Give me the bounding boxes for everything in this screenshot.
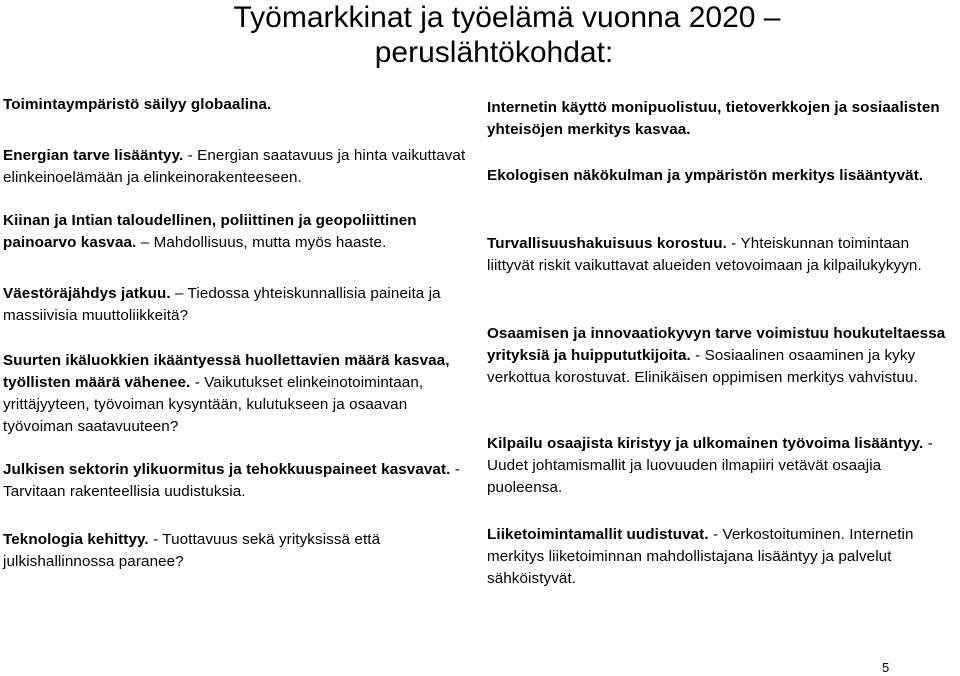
paragraph-globalization: Toimintaympäristö säilyy globaalina. bbox=[3, 96, 272, 113]
paragraph-internet: Internetin käyttö monipuolistuu, tietoverkkojen ja sosiaalisten yhteisöjen merkitys kasvaa. bbox=[487, 99, 940, 138]
paragraph-public-sector: Julkisen sektorin ylikuormitus ja tehokkuuspaineet kasvavat. - Tarvitaan rakenteellisia uudistuksia. bbox=[3, 461, 460, 500]
paragraph-talent-competition: Kilpailu osaajista kiristyy ja ulkomainen työvoima lisääntyy. - Uudet johtamismallit ja luovuuden ilmapiiri vetävät osaajia puoleensa. bbox=[487, 435, 933, 496]
paragraph-business-models: Liiketoimintamallit uudistuvat. - Verkostoituminen. Internetin merkitys liiketoiminnan mahdollistajana lisääntyy ja palvelut sähköistyvät. bbox=[487, 526, 914, 587]
page-title bbox=[0, 0, 960, 70]
paragraph-population: Väestöräjähdys jatkuu. – Tiedossa yhteiskunnallisia paineita ja massiivisia muuttoliikkeitä? bbox=[3, 285, 441, 324]
paragraph-technology: Teknologia kehittyy. - Tuottavuus sekä yrityksissä että julkishallinnossa paranee? bbox=[3, 531, 381, 570]
paragraph-china-india: Kiinan ja Intian taloudellinen, poliittinen ja geopoliittinen painoarvo kasvaa. – Mahdollisuus, mutta myös haaste. bbox=[3, 212, 417, 251]
title-line-1: Työmarkkinat ja työelämä vuonna 2020 – bbox=[233, 1, 781, 34]
paragraph-ecology: Ekologisen näkökulman ja ympäristön merkitys lisääntyvät. bbox=[487, 167, 924, 184]
paragraph-security: Turvallisuushakuisuus korostuu. - Yhteiskunnan toimintaan liittyvät riskit vaikuttavat alueiden vetovoimaan ja kilpailukykyyn. bbox=[487, 235, 922, 274]
paragraph-energy: Energian tarve lisääntyy. - Energian saatavuus ja hinta vaikuttavat elinkeinoelämään ja elinkeinorakenteeseen. bbox=[3, 147, 466, 186]
page-number: 5 bbox=[882, 660, 890, 675]
title-line-2: peruslähtökohdat: bbox=[374, 36, 614, 69]
paragraph-competence: Osaamisen ja innovaatiokyvyn tarve voimistuu houkuteltaessa yrityksiä ja huippututkijoita. - Sosiaalinen osaaminen ja kyky verkottua korostuvat. Elinikäisen oppimisen merkitys vahvistuu. bbox=[487, 325, 946, 386]
paragraph-ageing: Suurten ikäluokkien ikääntyessä huollettavien määrä kasvaa, työllisten määrä vähenee. - Vaikutukset elinkeinotoimintaan, yrittäjyyteen, työvoiman kysyntään, kulutukseen ja osaavan työvoiman saatavuuteen? bbox=[3, 352, 450, 435]
